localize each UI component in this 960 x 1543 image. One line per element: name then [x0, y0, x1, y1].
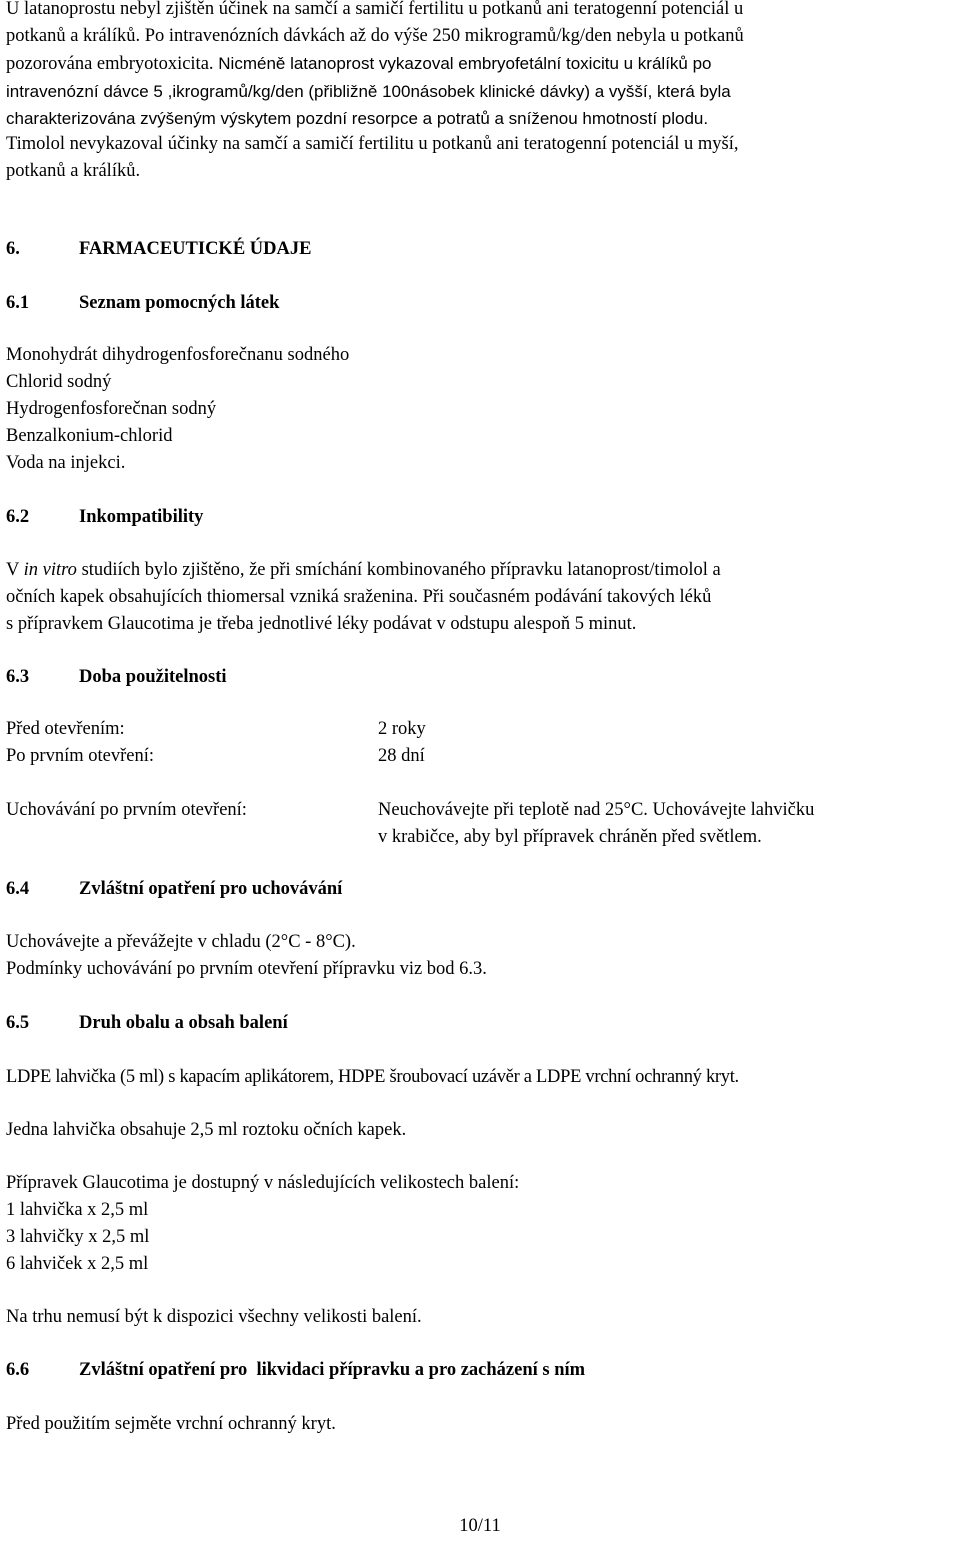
list-item: 1 lahvička x 2,5 ml [6, 1200, 149, 1220]
text-span: studiích bylo zjištěno, že při smíchání kombinovaného přípravku latanoprost/timolol a [76, 560, 721, 580]
text-span: V [6, 560, 24, 580]
section-title: Zvláštní opatření pro likvidaci přípravku a pro zacházení s ním [79, 1360, 586, 1380]
intro-paragraph-timolol [6, 131, 958, 185]
pack-sizes [6, 1170, 958, 1278]
section-heading-6-4 [6, 876, 958, 903]
text-line [6, 50, 958, 78]
shelf-life-label: Po prvním otevření: [6, 746, 154, 766]
list-item: Benzalkonium-chlorid [6, 426, 173, 446]
text-line: Přípravek Glaucotima je dostupný v následujících velikostech balení: [6, 1173, 520, 1193]
storage-paragraph [6, 929, 958, 983]
section-heading-6-3 [6, 664, 958, 691]
intro-paragraph-latanoprost [6, 0, 958, 132]
table-row [6, 797, 958, 851]
list-item: Voda na injekci. [6, 453, 126, 473]
list-item: Chlorid sodný [6, 372, 112, 392]
text-line [6, 557, 958, 584]
text-span: pozorována embryotoxicita. [6, 54, 214, 74]
list-item: Hydrogenfosforečnan sodný [6, 399, 217, 419]
section-number: 6.1 [6, 293, 30, 313]
italic-text: in vitro [23, 560, 77, 580]
section-title: Zvláštní opatření pro uchovávání [79, 879, 343, 899]
text-line: v krabičce, aby byl přípravek chráněn před světlem. [378, 827, 762, 847]
shelf-life-label: Před otevřením: [6, 719, 125, 739]
list-item: 3 lahvičky x 2,5 ml [6, 1227, 150, 1247]
text-line: Jedna lahvička obsahuje 2,5 ml roztoku očních kapek. [6, 1120, 407, 1140]
section-title: Doba použitelnosti [79, 667, 227, 687]
container-content-paragraph [6, 1117, 958, 1144]
page-number: 10/11 [459, 1516, 501, 1536]
list-item: 6 lahviček x 2,5 ml [6, 1254, 149, 1274]
text-line: Před použitím sejměte vrchní ochranný kryt. [6, 1414, 336, 1434]
text-line: potkanů a králíků. Po intravenózních dávkách až do výše 250 mikrogramů/kg/den nebyla u potkanů [6, 26, 744, 46]
text-line: intravenózní dávce 5 ,ikrogramů/kg/den (přibližně 100násobek klinické dávky) a vyšší, která byla [6, 82, 731, 101]
table-row [6, 716, 958, 743]
text-line: U latanoprostu nebyl zjištěn účinek na samčí a samičí fertilitu u potkanů ani teratogenní potenciál u [6, 0, 744, 19]
container-paragraph [6, 1064, 958, 1091]
section-title: FARMACEUTICKÉ ÚDAJE [79, 239, 312, 259]
section-heading-6-2 [6, 504, 958, 531]
text-line: Uchovávejte a převážejte v chladu (2°C - 8°C). [6, 932, 356, 952]
text-line: potkanů a králíků. [6, 161, 141, 181]
section-number: 6.2 [6, 507, 30, 527]
text-line: LDPE lahvička (5 ml) s kapacím aplikátorem, HDPE šroubovací uzávěr a LDPE vrchní ochranný kryt. [6, 1067, 739, 1087]
text-line: Timolol nevykazoval účinky na samčí a samičí fertilitu u potkanů ani teratogenní potenciál u myší, [6, 134, 739, 154]
text-line: Neuchovávejte při teplotě nad 25°C. Uchovávejte lahvičku [378, 800, 815, 820]
section-number: 6.5 [6, 1013, 30, 1033]
section-heading-6-1 [6, 290, 958, 317]
section-heading-6-6 [6, 1357, 958, 1384]
storage-value [378, 797, 958, 851]
incompatibility-paragraph [6, 557, 958, 638]
section-number: 6. [6, 239, 20, 259]
section-heading-6-5 [6, 1010, 958, 1037]
section-title: Inkompatibility [79, 507, 204, 527]
section-number: 6.4 [6, 879, 30, 899]
text-line: s přípravkem Glaucotima je třeba jednotlivé léky podávat v odstupu alespoň 5 minut. [6, 614, 637, 634]
section-title: Druh obalu a obsah balení [79, 1013, 288, 1033]
shelf-life-value: 2 roky [378, 719, 426, 739]
section-title: Seznam pomocných látek [79, 293, 280, 313]
shelf-life-table [6, 716, 958, 770]
storage-after-opening [6, 797, 958, 851]
excipients-list [6, 342, 958, 477]
handling-paragraph [6, 1411, 958, 1438]
text-line: Na trhu nemusí být k dispozici všechny velikosti balení. [6, 1307, 422, 1327]
section-number: 6.6 [6, 1360, 30, 1380]
shelf-life-value: 28 dní [378, 746, 425, 766]
text-span: Nicméně latanoprost vykazoval embryofetální toxicitu u králíků po [213, 54, 712, 73]
text-line: charakterizována zvýšeným výskytem pozdní resorpce a potratů a sníženou hmotností plodu. [6, 109, 709, 128]
list-item: Monohydrát dihydrogenfosforečnanu sodného [6, 345, 350, 365]
section-number: 6.3 [6, 667, 30, 687]
availability-note [6, 1304, 958, 1331]
storage-label: Uchovávání po prvním otevření: [6, 800, 247, 820]
table-row [6, 743, 958, 770]
section-heading-6 [6, 236, 958, 263]
text-line: Podmínky uchovávání po prvním otevření přípravku viz bod 6.3. [6, 959, 487, 979]
text-line: očních kapek obsahujících thiomersal vzniká sraženina. Při současném podávání takových léků [6, 587, 712, 607]
